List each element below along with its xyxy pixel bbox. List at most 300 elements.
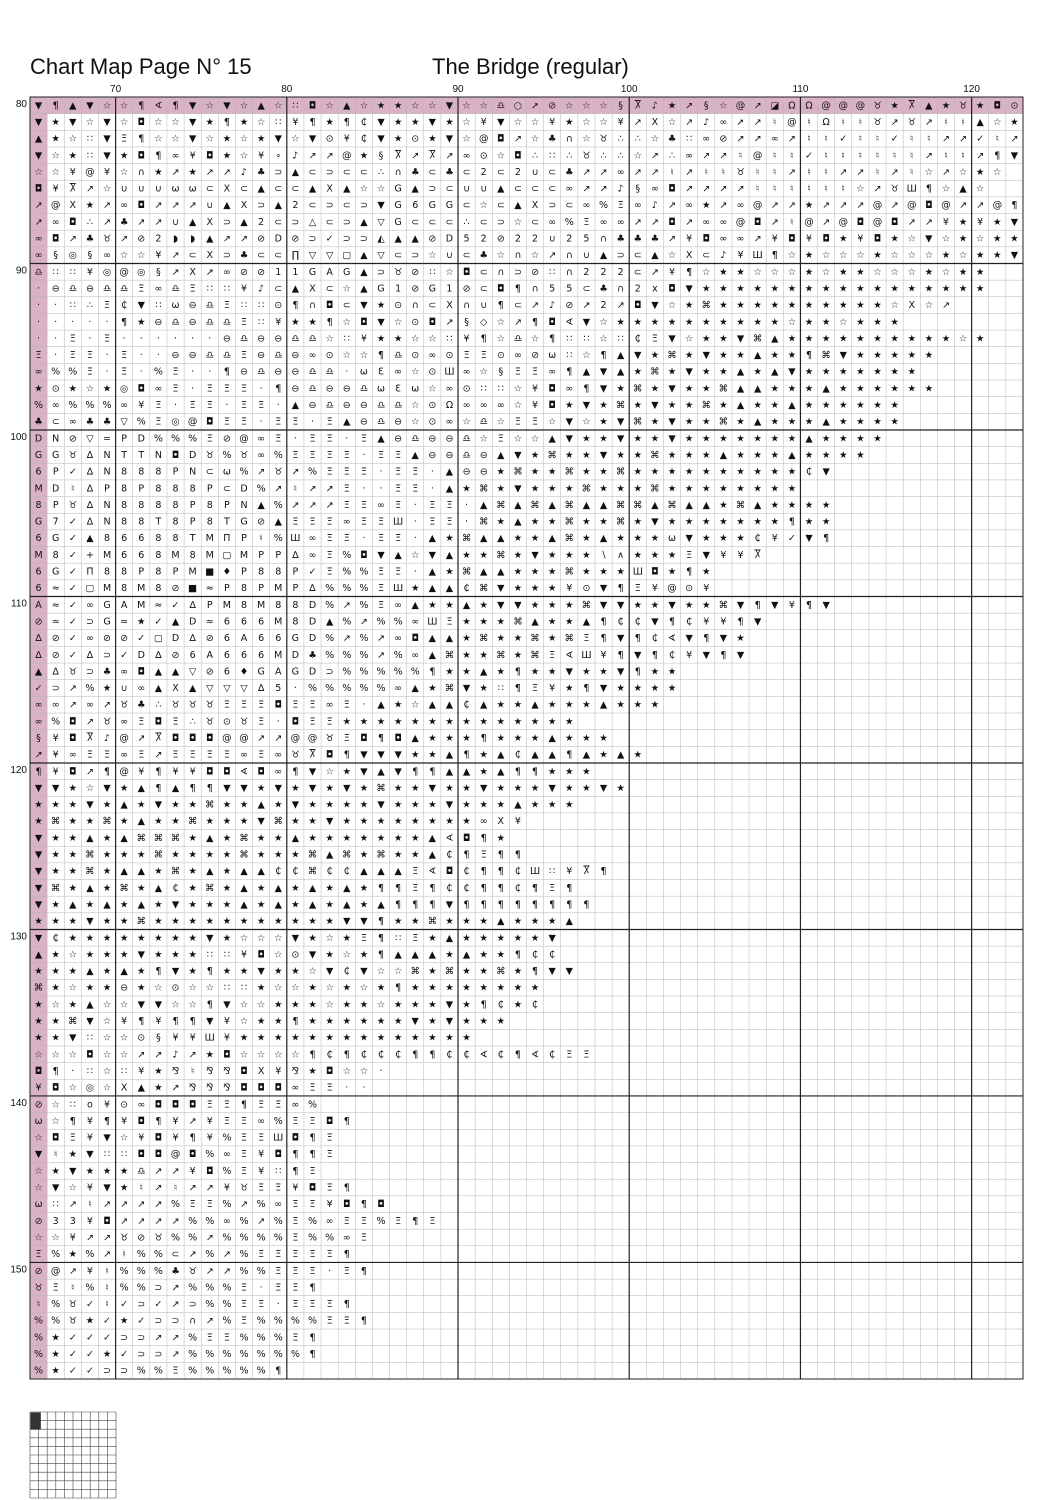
chart-cell-symbol: ★ xyxy=(359,999,369,1011)
chart-cell-symbol: @ xyxy=(992,200,1003,212)
chart-cell-symbol: ☆ xyxy=(479,100,488,112)
chart-cell-symbol: ★ xyxy=(462,733,471,744)
chart-cell-symbol: ★ xyxy=(85,982,95,994)
chart-cell-symbol: ≈ xyxy=(51,599,60,611)
chart-cell-symbol: ⊂ xyxy=(445,216,454,228)
chart-cell-symbol: ☆ xyxy=(599,333,608,345)
chart-cell-symbol: Ξ xyxy=(497,433,504,445)
chart-cell-symbol: P xyxy=(104,483,110,495)
chart-cell-symbol: Ξ xyxy=(532,416,539,428)
chart-cell-symbol: ◘ xyxy=(873,233,882,245)
chart-cell-symbol: ★ xyxy=(393,1032,403,1044)
chart-cell-symbol: ★ xyxy=(376,832,386,844)
chart-cell-symbol: ¶ xyxy=(429,666,436,678)
chart-cell-symbol: Ξ xyxy=(275,433,282,445)
chart-cell-symbol: ≈ xyxy=(120,616,129,628)
chart-cell-symbol: ★ xyxy=(376,333,386,345)
chart-cell-symbol: 1 xyxy=(275,266,282,278)
chart-cell-symbol: ▼ xyxy=(103,116,111,128)
chart-cell-symbol: · xyxy=(105,366,109,378)
chart-cell-symbol: ¶ xyxy=(480,333,487,345)
chart-cell-symbol: ▲ xyxy=(343,882,351,894)
chart-cell-symbol: @ xyxy=(941,200,951,212)
chart-cell-symbol: ⊘ xyxy=(68,433,77,445)
chart-cell-symbol: ↗ xyxy=(103,1249,112,1261)
chart-cell-symbol: ¥ xyxy=(292,116,299,128)
chart-cell-symbol: ★ xyxy=(428,749,437,761)
chart-cell-symbol: ♉ xyxy=(154,1232,163,1244)
chart-cell-symbol: ♣ xyxy=(256,166,266,178)
chart-cell-symbol: ▲ xyxy=(548,433,556,445)
chart-cell-symbol: ♉ xyxy=(239,716,249,728)
chart-cell-symbol: ∞ xyxy=(513,350,522,362)
chart-cell-symbol: ¶ xyxy=(651,649,658,661)
chart-cell-symbol: ∞ xyxy=(582,200,591,212)
chart-cell-symbol: ★ xyxy=(873,333,882,345)
chart-cell-symbol: ★ xyxy=(856,449,865,461)
chart-cell-symbol: ⊘ xyxy=(51,649,60,661)
chart-cell-symbol: ★ xyxy=(821,433,831,445)
chart-cell-symbol: ▼ xyxy=(240,782,248,794)
chart-cell-symbol: ¶ xyxy=(532,966,539,978)
chart-cell-symbol: ∆ xyxy=(309,583,316,595)
chart-cell-symbol: Ξ xyxy=(326,533,333,545)
chart-cell-symbol: ▼ xyxy=(377,116,385,128)
chart-cell-symbol: ★ xyxy=(496,832,506,844)
chart-cell-symbol: ⌘ xyxy=(205,882,215,894)
chart-cell-symbol: ★ xyxy=(51,1016,60,1028)
chart-cell-symbol: ⌘ xyxy=(581,483,592,495)
chart-cell-symbol: ♣ xyxy=(171,1265,180,1277)
chart-cell-symbol: · xyxy=(328,1265,332,1277)
chart-cell-symbol: ∞ xyxy=(274,766,283,778)
chart-cell-symbol: ★ xyxy=(239,966,249,978)
chart-cell-symbol: P xyxy=(52,499,59,511)
chart-cell-symbol: % xyxy=(307,466,318,478)
chart-cell-symbol: 2 xyxy=(634,283,641,295)
chart-cell-symbol: Ξ xyxy=(514,366,521,378)
chart-cell-symbol: ★ xyxy=(393,849,403,861)
chart-cell-symbol: ¶ xyxy=(480,999,487,1011)
chart-cell-symbol: · xyxy=(54,300,58,312)
chart-cell-symbol: ∞ xyxy=(736,233,745,245)
chart-cell-symbol: § xyxy=(635,183,641,195)
chart-cell-symbol: ▼ xyxy=(360,300,368,312)
chart-cell-symbol: ▼ xyxy=(206,1016,214,1028)
chart-cell-symbol: ☆ xyxy=(171,999,180,1011)
chart-cell-symbol: ☆ xyxy=(85,383,95,395)
chart-cell-symbol: ↗ xyxy=(445,316,454,328)
chart-cell-symbol: 8 xyxy=(155,549,162,561)
chart-cell-symbol: Ξ xyxy=(583,1049,590,1061)
chart-cell-symbol: 2 xyxy=(514,166,521,178)
chart-cell-symbol: ★ xyxy=(68,916,78,928)
chart-cell-symbol: ⊂ xyxy=(274,250,283,262)
chart-cell-symbol: ☆ xyxy=(821,266,831,278)
chart-cell-symbol: ¶ xyxy=(497,849,504,861)
chart-cell-symbol: ↗ xyxy=(941,166,950,178)
chart-cell-symbol: ▲ xyxy=(753,383,762,395)
chart-cell-symbol: ★ xyxy=(770,350,780,362)
chart-cell-symbol: Ξ xyxy=(258,1299,265,1311)
chart-cell-symbol: ⌘ xyxy=(718,416,729,428)
chart-cell-symbol: ★ xyxy=(479,1016,488,1028)
chart-cell-symbol: ★ xyxy=(393,799,403,811)
chart-cell-symbol: ★ xyxy=(753,449,762,461)
chart-cell-symbol: ↗ xyxy=(616,300,625,312)
chart-cell-symbol: ⊙ xyxy=(1010,100,1019,112)
chart-cell-symbol: ¶ xyxy=(925,183,932,195)
chart-cell-symbol: ⊘ xyxy=(496,233,505,245)
chart-cell-symbol: ⊃ xyxy=(342,216,351,228)
chart-cell-symbol: ♪ xyxy=(651,100,658,112)
chart-cell-symbol: @ xyxy=(735,100,746,112)
chart-cell-symbol: ⅋ xyxy=(223,1065,231,1077)
chart-cell-symbol: ⌘ xyxy=(50,882,61,894)
chart-cell-symbol: ★ xyxy=(188,166,197,178)
chart-cell-symbol: ↗ xyxy=(188,1249,197,1261)
chart-cell-symbol: 8 xyxy=(121,499,128,511)
chart-cell-symbol: ▲ xyxy=(377,699,385,711)
chart-cell-symbol: ☆ xyxy=(565,100,574,112)
chart-cell-symbol: ▽ xyxy=(206,683,214,695)
chart-cell-symbol: ▽ xyxy=(223,683,231,695)
chart-cell-symbol: ★ xyxy=(51,849,60,861)
chart-cell-symbol: ★ xyxy=(770,466,780,478)
chart-cell-symbol: ▼ xyxy=(86,916,94,928)
chart-cell-symbol: ★ xyxy=(256,916,266,928)
chart-cell-symbol: ▲ xyxy=(69,100,77,112)
chart-cell-symbol: ↗ xyxy=(719,200,728,212)
chart-cell-symbol: ↗ xyxy=(120,1199,129,1211)
chart-cell-symbol: ★ xyxy=(650,350,660,362)
chart-cell-symbol: M xyxy=(205,549,214,561)
chart-cell-symbol: ↗ xyxy=(34,200,43,212)
chart-cell-symbol: ◘ xyxy=(428,316,437,328)
chart-cell-symbol: ★ xyxy=(599,516,608,528)
chart-cell-symbol: · xyxy=(259,383,263,395)
chart-cell-symbol: A xyxy=(275,666,282,678)
chart-cell-symbol: ☆ xyxy=(582,133,591,145)
chart-cell-symbol: Ɛ xyxy=(395,383,402,395)
chart-cell-symbol: ▲ xyxy=(497,533,505,545)
chart-cell-symbol: ↗ xyxy=(376,633,385,645)
chart-cell-symbol: Ξ xyxy=(86,366,93,378)
chart-cell-symbol: ⊙ xyxy=(582,583,591,595)
chart-cell-symbol: ◘ xyxy=(462,832,471,844)
chart-cell-symbol: ▲ xyxy=(274,516,282,528)
chart-cell-symbol: ¥ xyxy=(206,1115,213,1127)
chart-cell-symbol: · xyxy=(88,333,92,345)
chart-cell-symbol: ⊂ xyxy=(274,183,283,195)
chart-cell-symbol: 8 xyxy=(52,549,59,561)
chart-cell-symbol: ⊖ xyxy=(222,333,231,345)
chart-cell-symbol: ⊘ xyxy=(531,350,540,362)
chart-cell-symbol: · xyxy=(379,483,383,495)
chart-cell-symbol: G xyxy=(343,266,351,278)
chart-cell-symbol: ⌘ xyxy=(496,499,506,511)
chart-cell-symbol: · xyxy=(362,483,366,495)
chart-cell-symbol: ▲ xyxy=(257,100,265,112)
chart-cell-symbol: ★ xyxy=(137,982,146,994)
chart-cell-symbol: ↗ xyxy=(205,1315,214,1327)
chart-cell-symbol: ★ xyxy=(907,366,916,378)
chart-cell-symbol: Ξ xyxy=(104,300,111,312)
chart-cell-symbol: Ξ xyxy=(258,400,265,412)
chart-cell-symbol: Ξ xyxy=(206,749,213,761)
chart-cell-symbol: ¥ xyxy=(788,599,795,611)
chart-cell-symbol: ▲ xyxy=(411,183,419,195)
chart-cell-symbol: ▼ xyxy=(343,782,351,794)
chart-cell-symbol: Ξ xyxy=(258,716,265,728)
chart-cell-symbol: ▲ xyxy=(274,200,282,212)
chart-cell-symbol: ∪ xyxy=(463,183,471,195)
chart-cell-symbol: ★ xyxy=(582,782,591,794)
chart-cell-symbol: @ xyxy=(119,766,129,778)
chart-cell-symbol: ω xyxy=(171,300,180,312)
chart-cell-symbol: Ξ xyxy=(309,449,316,461)
chart-cell-symbol: ♉ xyxy=(68,449,78,461)
chart-cell-symbol: ▲ xyxy=(651,250,659,262)
chart-cell-symbol: ⅋ xyxy=(171,1065,180,1077)
chart-cell-symbol: ★ xyxy=(393,916,403,928)
chart-cell-symbol: ¥ xyxy=(617,116,624,128)
chart-cell-symbol: ⊃ xyxy=(103,1365,112,1377)
chart-cell-symbol: ₵ xyxy=(514,866,521,878)
chart-cell-symbol: ◘ xyxy=(753,216,762,228)
chart-cell-symbol: Ξ xyxy=(395,499,402,511)
chart-cell-symbol: ¶ xyxy=(172,1016,179,1028)
chart-cell-symbol: ↗ xyxy=(924,216,933,228)
chart-cell-symbol: ¶ xyxy=(292,1149,299,1161)
chart-cell-symbol: ▼ xyxy=(34,782,43,794)
chart-cell-symbol: ◘ xyxy=(325,1115,334,1127)
chart-cell-symbol: ₵ xyxy=(532,949,539,961)
chart-cell-symbol: ₵ xyxy=(497,999,504,1011)
chart-cell-symbol: ▲ xyxy=(736,366,745,378)
chart-cell-symbol: M xyxy=(274,583,283,595)
chart-cell-symbol: ☆ xyxy=(34,1132,43,1144)
chart-cell-symbol: % xyxy=(342,549,352,561)
chart-cell-symbol: ▲ xyxy=(206,866,214,878)
chart-cell-symbol: % xyxy=(307,1099,318,1111)
chart-cell-symbol: ★ xyxy=(376,716,386,728)
chart-cell-symbol: ▲ xyxy=(531,616,539,628)
chart-cell-symbol: ★ xyxy=(496,982,506,994)
chart-cell-symbol: ★ xyxy=(154,932,163,944)
chart-cell-symbol: ★ xyxy=(393,699,403,711)
chart-cell-symbol: ★ xyxy=(667,483,677,495)
chart-cell-symbol: ★ xyxy=(291,316,300,328)
chart-cell-symbol: Ξ xyxy=(241,1115,248,1127)
chart-cell-symbol: ¥ xyxy=(138,766,145,778)
chart-cell-symbol: ★ xyxy=(753,300,762,312)
chart-cell-symbol: ↗ xyxy=(188,1115,197,1127)
chart-cell-symbol: ★ xyxy=(291,966,300,978)
chart-cell-symbol: G xyxy=(377,283,385,295)
chart-cell-symbol: ¶ xyxy=(720,649,727,661)
chart-cell-symbol: ↗ xyxy=(85,716,94,728)
chart-cell-symbol: ♪ xyxy=(617,183,624,195)
chart-cell-symbol: ▼ xyxy=(69,1032,77,1044)
chart-cell-symbol: ∞ xyxy=(51,216,60,228)
chart-cell-symbol: § xyxy=(378,150,384,162)
chart-cell-symbol: @ xyxy=(838,100,848,112)
chart-cell-symbol: · xyxy=(156,350,160,362)
chart-cell-symbol: ♮ xyxy=(807,183,811,195)
chart-cell-symbol: Ξ xyxy=(52,1282,59,1294)
chart-cell-symbol: ∷ xyxy=(275,116,282,128)
chart-cell-symbol: ∞ xyxy=(154,283,163,295)
chart-cell-symbol: ▲ xyxy=(120,966,128,978)
chart-cell-symbol: ★ xyxy=(719,350,728,362)
chart-cell-symbol: ♉ xyxy=(34,1282,43,1294)
chart-cell-symbol: ○ xyxy=(513,100,523,112)
chart-cell-symbol: ☆ xyxy=(51,1232,60,1244)
chart-cell-symbol: % xyxy=(239,1332,249,1344)
chart-cell-symbol: ★ xyxy=(34,1016,43,1028)
chart-cell-symbol: ¶ xyxy=(309,1349,316,1361)
chart-cell-symbol: ▼ xyxy=(34,932,43,944)
chart-cell-symbol: % xyxy=(68,400,78,412)
chart-cell-symbol: ∷ xyxy=(240,982,248,994)
chart-cell-symbol: ★ xyxy=(856,316,865,328)
chart-cell-symbol: ★ xyxy=(770,449,780,461)
chart-cell-symbol: ◘ xyxy=(325,300,334,312)
chart-cell-symbol: Ш xyxy=(906,183,917,195)
chart-cell-symbol: ∴ xyxy=(600,150,607,162)
chart-cell-symbol: ▼ xyxy=(34,832,43,844)
chart-cell-symbol: ★ xyxy=(410,799,420,811)
chart-cell-symbol: ★ xyxy=(736,283,745,295)
chart-cell-symbol: ☆ xyxy=(821,250,831,262)
chart-cell-symbol: ☆ xyxy=(479,366,488,378)
chart-cell-symbol: 8 xyxy=(121,516,128,528)
chart-cell-symbol: ¶ xyxy=(240,1099,248,1111)
chart-cell-symbol: ▼ xyxy=(702,649,710,661)
chart-cell-symbol: ⊙ xyxy=(428,366,437,378)
chart-cell-symbol: ▼ xyxy=(257,966,265,978)
chart-cell-symbol: ⊃ xyxy=(51,683,60,695)
chart-cell-symbol: ★ xyxy=(410,916,420,928)
chart-cell-symbol: ◘ xyxy=(651,566,659,578)
chart-cell-symbol: ▲ xyxy=(34,666,43,678)
chart-cell-symbol: ∩ xyxy=(189,1315,197,1327)
chart-cell-symbol: ¥ xyxy=(121,1115,128,1127)
chart-cell-symbol: ↗ xyxy=(599,166,608,178)
chart-cell-symbol: ▼ xyxy=(188,133,197,145)
chart-cell-symbol: ▲ xyxy=(325,616,334,628)
chart-cell-symbol: ★ xyxy=(616,782,625,794)
chart-cell-symbol: ★ xyxy=(291,816,300,828)
chart-cell-symbol: ▼ xyxy=(86,100,94,112)
chart-cell-symbol: ☆ xyxy=(85,116,95,128)
chart-cell-symbol: ☆ xyxy=(359,183,369,195)
chart-cell-symbol: M xyxy=(137,583,146,595)
chart-cell-symbol: ★ xyxy=(873,366,882,378)
chart-cell-symbol: % xyxy=(359,583,369,595)
chart-cell-symbol: Ξ xyxy=(121,350,128,362)
chart-cell-symbol: ▲ xyxy=(548,733,556,744)
chart-cell-symbol: ☆ xyxy=(924,166,934,178)
chart-cell-symbol: Ⴟ xyxy=(582,866,590,878)
chart-cell-symbol: ✓ xyxy=(85,1299,94,1311)
chart-cell-symbol: ◘ xyxy=(154,1099,163,1111)
chart-cell-symbol: ⊃ xyxy=(496,216,505,228)
chart-cell-symbol: ◎ xyxy=(171,416,180,428)
chart-cell-symbol: ⊙ xyxy=(428,400,437,412)
chart-cell-symbol: ∞ xyxy=(445,383,454,395)
chart-cell-symbol: ★ xyxy=(736,483,745,495)
chart-cell-symbol: · xyxy=(37,300,41,312)
chart-cell-symbol: ♣ xyxy=(85,416,95,428)
chart-cell-symbol: ♪ xyxy=(104,733,111,744)
chart-cell-symbol: ▼ xyxy=(1010,150,1019,162)
chart-cell-symbol: ★ xyxy=(496,1016,506,1028)
chart-cell-symbol: ♮ xyxy=(824,133,828,145)
chart-cell-symbol: ★ xyxy=(513,549,523,561)
chart-cell-symbol: ∩ xyxy=(600,233,608,245)
chart-cell-symbol: ∷ xyxy=(86,150,93,162)
chart-cell-symbol: ⊘ xyxy=(291,233,300,245)
chart-cell-symbol: ¥ xyxy=(189,150,196,162)
chart-cell-symbol: ▼ xyxy=(736,599,745,611)
chart-cell-symbol: ★ xyxy=(787,300,797,312)
chart-cell-symbol: % xyxy=(222,1365,232,1377)
chart-cell-symbol: ▲ xyxy=(771,366,779,378)
chart-cell-symbol: ★ xyxy=(530,716,540,728)
chart-cell-symbol: Ξ xyxy=(292,1215,299,1227)
chart-cell-symbol: ♮ xyxy=(807,166,811,178)
pattern-title: The Bridge (regular) xyxy=(432,54,629,79)
chart-cell-symbol: ∞ xyxy=(548,216,557,228)
chart-cell-symbol: ∷ xyxy=(206,949,213,961)
chart-cell-symbol: ▼ xyxy=(599,449,608,461)
chart-cell-symbol: % xyxy=(136,1265,146,1277)
chart-cell-symbol: ★ xyxy=(85,1315,95,1327)
chart-cell-symbol: ★ xyxy=(530,666,540,678)
chart-cell-symbol: ★ xyxy=(719,433,728,445)
chart-cell-symbol: ₵ xyxy=(275,866,282,878)
chart-cell-symbol: ★ xyxy=(719,366,728,378)
chart-cell-symbol: % xyxy=(51,716,61,728)
chart-cell-symbol: % xyxy=(34,1315,44,1327)
chart-cell-symbol: ⌘ xyxy=(615,466,626,478)
chart-cell-symbol: Ξ xyxy=(360,466,367,478)
chart-cell-symbol: ★ xyxy=(410,749,420,761)
chart-cell-symbol: 8 xyxy=(155,483,162,495)
chart-cell-symbol: ↗ xyxy=(787,133,796,145)
chart-cell-symbol: ★ xyxy=(650,666,660,678)
chart-cell-symbol: P xyxy=(189,516,196,528)
chart-cell-symbol: ⊖ xyxy=(342,383,351,395)
chart-cell-symbol: ★ xyxy=(599,666,608,678)
chart-cell-symbol: ♉ xyxy=(68,1315,78,1327)
chart-cell-symbol: G xyxy=(428,200,437,212)
chart-cell-symbol: ¶ xyxy=(155,966,162,978)
chart-cell-symbol: ▼ xyxy=(651,516,659,528)
chart-cell-symbol: Ⅹ xyxy=(172,683,179,695)
chart-cell-symbol: ♣ xyxy=(102,666,112,678)
chart-cell-symbol: Ξ xyxy=(326,516,333,528)
chart-cell-symbol: ∞ xyxy=(394,599,403,611)
chart-cell-symbol: ↗ xyxy=(924,116,933,128)
chart-cell-symbol: ↗ xyxy=(719,150,728,162)
chart-cell-symbol: ⊘ xyxy=(51,633,60,645)
chart-cell-symbol: @ xyxy=(872,200,883,212)
chart-cell-symbol: Ш xyxy=(393,583,404,595)
chart-cell-symbol: ♎ xyxy=(239,333,249,345)
